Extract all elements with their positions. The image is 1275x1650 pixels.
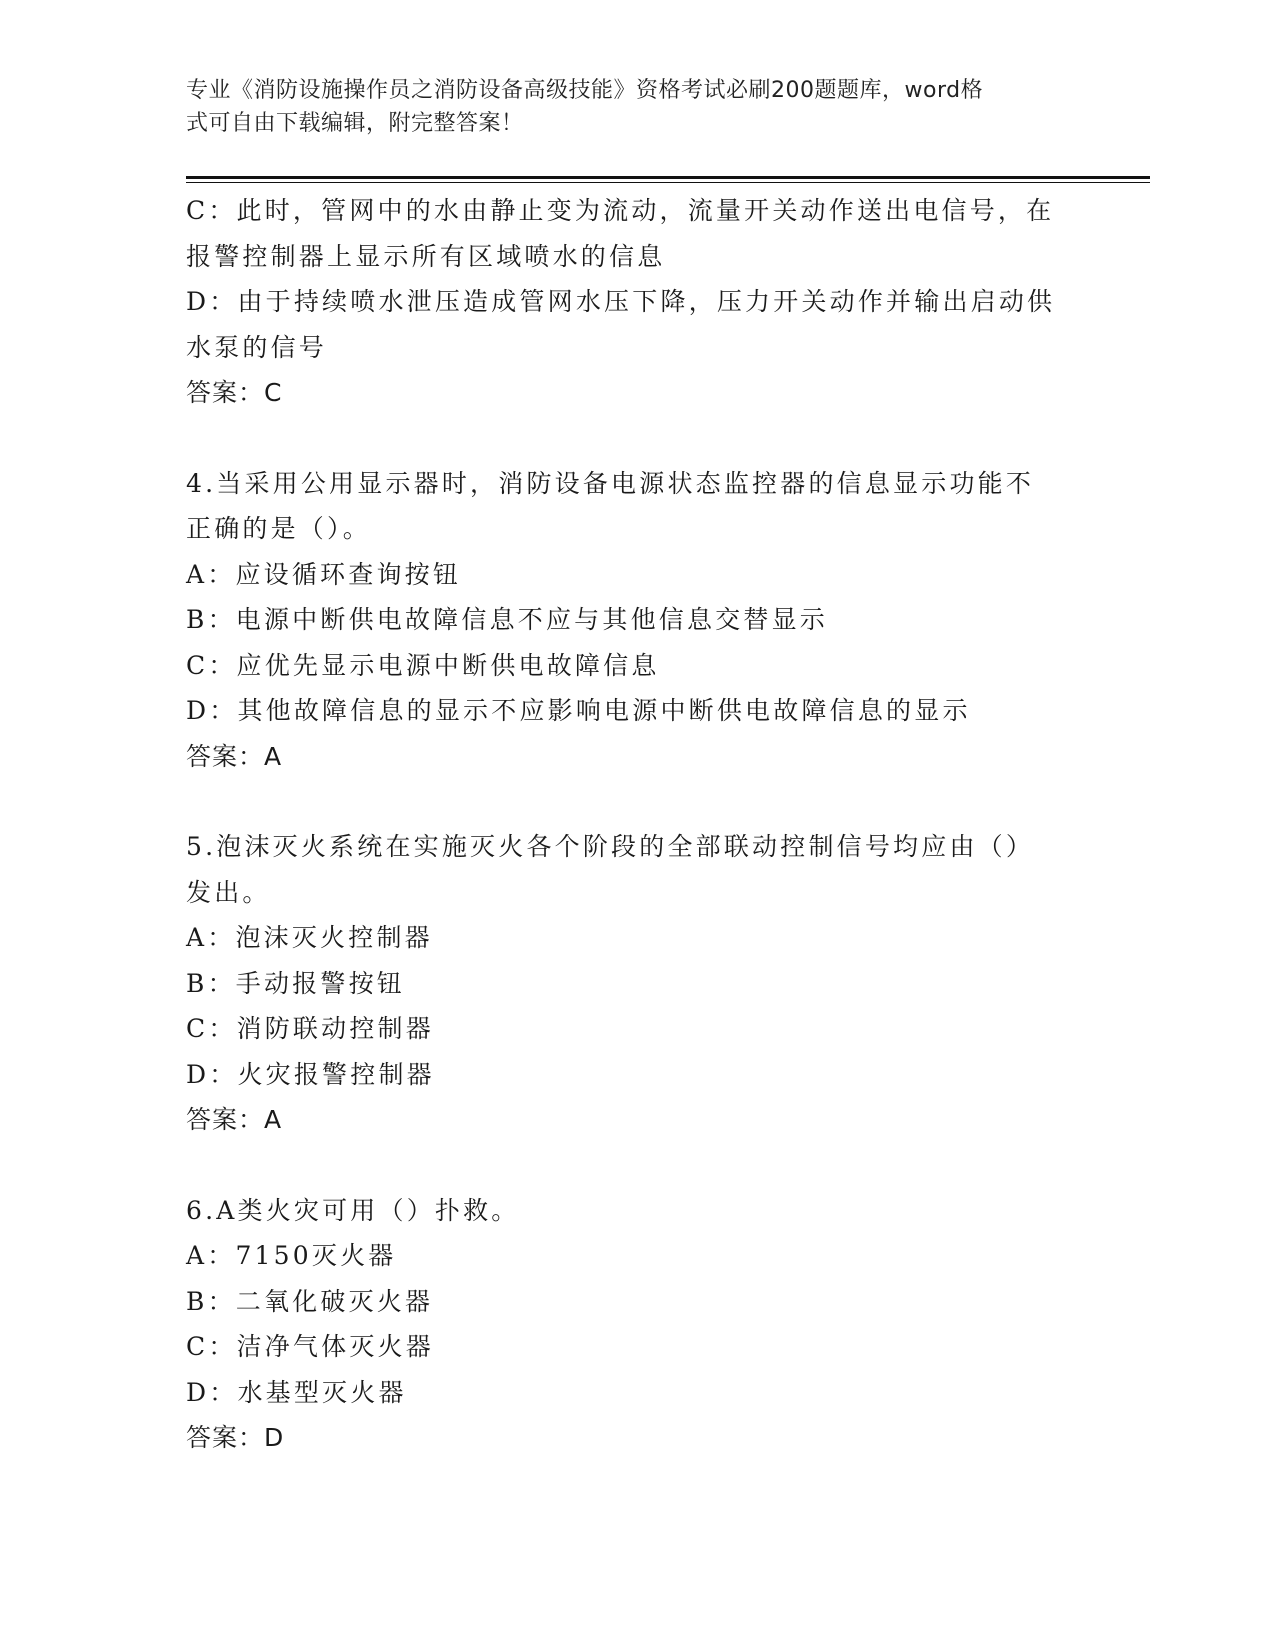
q4-answer: 答案：A — [186, 741, 283, 771]
q5-stem-line-1: 5.泡沫灭火系统在实施灭火各个阶段的全部联动控制信号均应由（） — [186, 832, 1035, 861]
q3-option-d-line-1: D：由于持续喷水泄压造成管网水压下降，压力开关动作并输出启动供 — [186, 287, 1056, 316]
q3-answer: 答案：C — [186, 378, 283, 407]
q6-stem: 6.A类火灾可用（）扑救。 — [186, 1195, 520, 1225]
document-header — [186, 74, 1066, 140]
q6-answer: 答案：D — [186, 1423, 285, 1452]
q3-option-d-line-2: 水泵的信号 — [186, 332, 328, 362]
spacer — [186, 779, 1076, 824]
q6-option-c: C：洁净气体灭火器 — [186, 1332, 434, 1361]
q4-stem-line-1: 4.当采用公用显示器时，消防设备电源状态监控器的信息显示功能不 — [186, 468, 1035, 498]
question-5 — [186, 824, 1076, 1143]
q5-stem-line-2: 发出。 — [186, 877, 271, 907]
q6-option-d: D：水基型灭火器 — [186, 1377, 407, 1407]
q5-option-c: C：消防联动控制器 — [186, 1014, 434, 1043]
header-line-2: 式可自由下载编辑，附完整答案！ — [186, 111, 524, 136]
header-divider-thin — [186, 182, 1150, 183]
q4-option-a: A：应设循环查询按钮 — [186, 559, 462, 589]
header-divider-thick — [186, 176, 1150, 179]
spacer — [186, 1143, 1076, 1188]
question-4 — [186, 461, 1076, 780]
question-6 — [186, 1188, 1076, 1461]
q5-option-d: D：火灾报警控制器 — [186, 1059, 435, 1089]
q3-option-c-line-1: C：此时，管网中的水由静止变为流动，流量开关动作送出电信号，在 — [186, 196, 1055, 225]
header-line-1: 专业《消防设施操作员之消防设备高级技能》资格考试必刷200题题库，word格 — [186, 78, 984, 103]
question-3 — [186, 188, 1076, 416]
q6-option-b: B：二氧化破灭火器 — [186, 1286, 434, 1316]
q5-answer: 答案：A — [186, 1105, 283, 1134]
question-content — [186, 188, 1076, 1461]
q4-option-d: D：其他故障信息的显示不应影响电源中断供电故障信息的显示 — [186, 696, 971, 725]
spacer — [186, 416, 1076, 461]
q4-option-c: C：应优先显示电源中断供电故障信息 — [186, 650, 660, 680]
q4-option-b: B：电源中断供电故障信息不应与其他信息交替显示 — [186, 605, 828, 634]
q5-option-a: A：泡沫灭火控制器 — [186, 923, 433, 952]
q4-stem-line-2: 正确的是（）。 — [186, 514, 371, 543]
q6-option-a: A：7150灭火器 — [186, 1241, 397, 1270]
q3-option-c-line-2: 报警控制器上显示所有区域喷水的信息 — [186, 241, 666, 271]
q5-option-b: B：手动报警按钮 — [186, 968, 405, 998]
